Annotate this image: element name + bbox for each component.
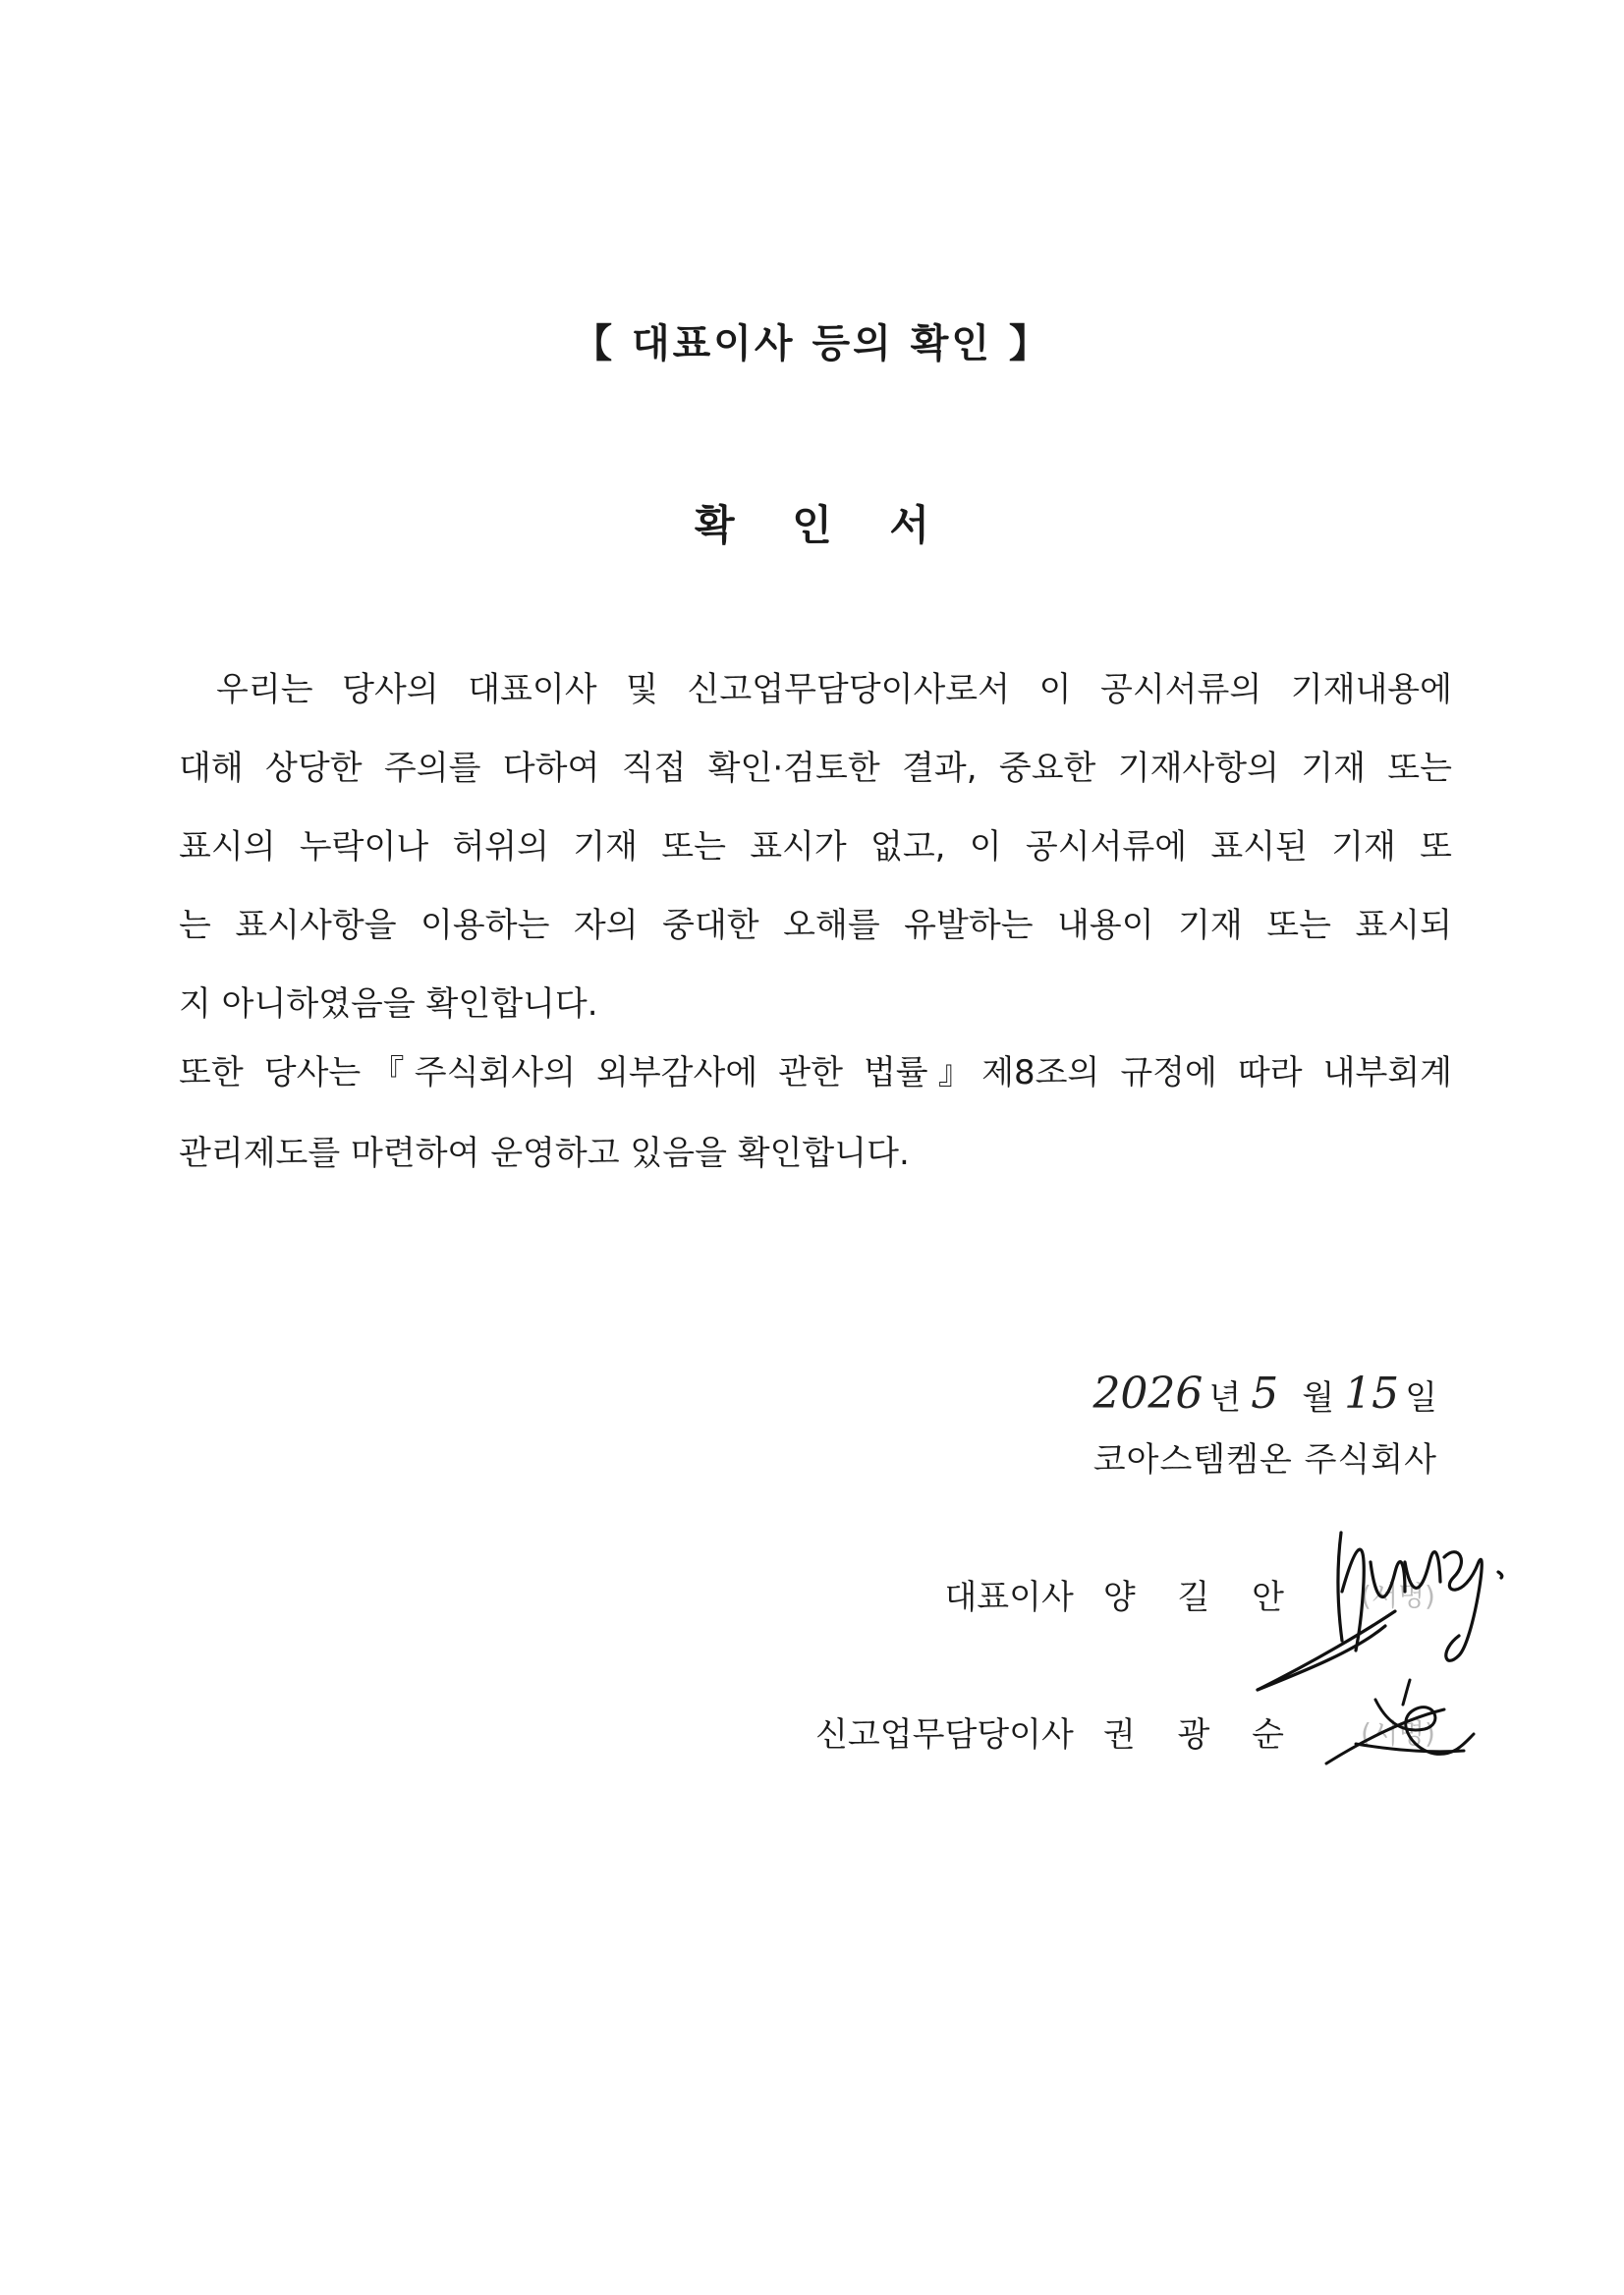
paragraph-1-line: 는 표시사항을 이용하는 자의 중대한 오해를 유발하는 내용이 기재 또는 표시되 — [179, 906, 1452, 945]
signature-placeholder: (서명) — [1361, 1716, 1435, 1750]
document-header: 【 대표이사 등의 확인 】 — [573, 321, 1051, 366]
paragraph-1-line: 표시의 누락이나 허위의 기재 또는 표시가 없고, 이 공시서류에 표시된 기재 또 — [179, 827, 1452, 867]
signatory-role: 신고업무담당이사 — [815, 1715, 1074, 1755]
signature-placeholder: (서명) — [1361, 1579, 1435, 1612]
date-year-unit: 년 — [1208, 1378, 1242, 1418]
signatory-name: 양 길 안 — [1102, 1578, 1300, 1617]
document-title: 확 인 서 — [695, 501, 951, 549]
signing-date — [1087, 1340, 1437, 1419]
date-year: 2026 — [1092, 1369, 1204, 1419]
signatory-role: 대표이사 — [944, 1578, 1074, 1617]
paragraph-1-line: 지 아니하였음을 확인합니다. — [179, 984, 598, 1024]
date-day-unit: 일 — [1405, 1378, 1437, 1418]
handwritten-signature-disclosure-officer — [1316, 1660, 1493, 1778]
paragraph-1-line: 우리는 당사의 대표이사 및 신고업무담당이사로서 이 공시서류의 기재내용에 — [216, 670, 1452, 709]
signatory-name: 권 광 순 — [1102, 1715, 1300, 1755]
paragraph-2-line: 관리제도를 마련하여 운영하고 있음을 확인합니다. — [179, 1134, 910, 1173]
paragraph-2-line: 또한 당사는『주식회사의 외부감사에 관한 법률』제8조의 규정에 따라 내부회계 — [179, 1053, 1452, 1092]
paragraph-1-line: 대해 상당한 주의를 다하여 직접 확인·검토한 결과, 중요한 기재사항의 기재 또는 — [179, 749, 1452, 788]
company-name: 코아스템켐온 주식회사 — [1092, 1440, 1437, 1480]
date-month: 5 — [1251, 1369, 1279, 1419]
date-month-unit: 월 — [1302, 1378, 1335, 1418]
date-day: 15 — [1344, 1369, 1400, 1419]
